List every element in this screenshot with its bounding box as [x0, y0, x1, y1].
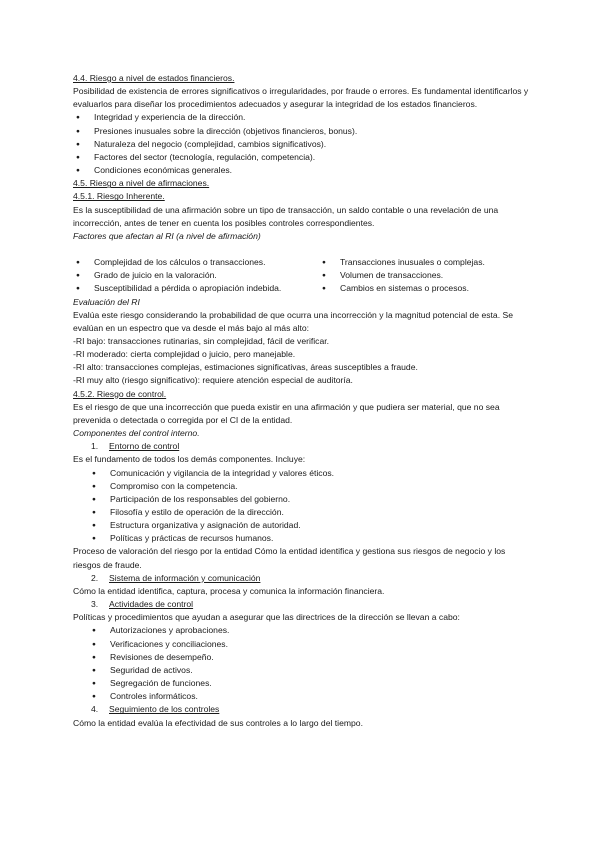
component-title: Sistema de información y comunicación	[109, 572, 261, 583]
component-number: 1.	[91, 441, 99, 452]
evaluation-heading: Evaluación del RI	[73, 296, 140, 307]
list-item: ● Complejidad de los cálculos o transacciones.	[73, 256, 319, 269]
section-4-5-2-description: Es el riesgo de que una incorrección que pueda existir en una afirmación y que pudiera ser material, que no sea prevenida o detectada o corregida por el CI de la entidad.	[73, 401, 500, 425]
section-4-5-1-heading: 4.5.1. Riesgo Inherente.	[73, 191, 165, 202]
evaluation-line: -RI muy alto (riesgo significativo): requiere atención especial de auditoría.	[73, 375, 353, 386]
component-title: Seguimiento de los controles	[109, 704, 220, 715]
list-item: ● Filosofía y estilo de operación de la dirección.	[73, 506, 531, 519]
list-item: ● Autorizaciones y aprobaciones.	[73, 624, 531, 637]
list-item: ● Transacciones inusuales o complejas.	[319, 256, 531, 269]
section-4-4-description: Posibilidad de existencia de errores significativos o irregularidades, por fraude o errores. Es fundamental identificarlos y evaluarlos para diseñar los procedimientos adecuados y asegurar la integridad de los estados financieros.	[73, 86, 529, 110]
list-item: ● Cambios en sistemas o procesos.	[319, 282, 531, 295]
component-number: 4.	[91, 704, 99, 715]
component-1-heading	[73, 440, 531, 453]
section-4-4-heading: 4.4. Riesgo a nivel de estados financieros.	[73, 73, 235, 83]
list-item: ● Seguridad de activos.	[73, 664, 531, 677]
evaluation-description: Evalúa este riesgo considerando la probabilidad de que ocurra una incorrección y la magnitud potencial de esta. Se evalúan en un espectro que va desde el más bajo al más alto:	[73, 309, 513, 333]
section-4-5-2-heading: 4.5.2. Riesgo de control.	[73, 388, 167, 399]
list-item: ● Segregación de funciones.	[73, 677, 531, 690]
section-4-4-bullet-list	[73, 111, 531, 177]
list-item: ● Controles informáticos.	[73, 690, 531, 703]
components-heading: Componentes del control interno.	[73, 428, 200, 439]
factors-two-column-list	[73, 256, 531, 295]
list-item: ● Naturaleza del negocio (complejidad, cambios significativos).	[73, 138, 531, 151]
component-4-description: Cómo la entidad evalúa la efectividad de sus controles a lo largo del tiempo.	[73, 717, 363, 728]
section-4-5-1-description: Es la susceptibilidad de una afirmación sobre un tipo de transacción, un saldo contable o una revelación de una incorrección, antes de tener en cuenta los posibles controles correspondientes.	[73, 204, 499, 228]
list-item: ● Estructura organizativa y asignación de autoridad.	[73, 519, 531, 532]
list-item: ● Factores del sector (tecnología, regulación, competencia).	[73, 151, 531, 164]
factors-right-column	[319, 256, 531, 295]
list-item: ● Revisiones de desempeño.	[73, 651, 531, 664]
component-1-description: Es el fundamento de todos los demás componentes. Incluye:	[73, 454, 306, 465]
component-3-heading	[73, 598, 531, 611]
component-title: Entorno de control	[109, 441, 180, 452]
list-item: ● Políticas y prácticas de recursos humanos.	[73, 532, 531, 545]
component-3-description: Políticas y procedimientos que ayudan a asegurar que las directrices de la dirección se llevan a cabo:	[73, 612, 460, 623]
evaluation-line: -RI alto: transacciones complejas, estimaciones significativas, áreas susceptibles a fraude.	[73, 362, 418, 373]
component-1-bullet-list	[73, 467, 531, 546]
factors-heading: Factores que afectan al RI (a nivel de afirmación)	[73, 230, 261, 241]
list-item: ● Verificaciones y conciliaciones.	[73, 638, 531, 651]
component-2-heading	[73, 572, 531, 585]
risk-assessment-description: Proceso de valoración del riesgo por la entidad Cómo la entidad identifica y gestiona sus riesgos de negocio y los riesgos de fraude.	[73, 546, 506, 570]
list-item: ● Participación de los responsables del gobierno.	[73, 493, 531, 506]
list-item: ● Compromiso con la competencia.	[73, 480, 531, 493]
list-item: ● Condiciones económicas generales.	[73, 164, 531, 177]
evaluation-line: -RI bajo: transacciones rutinarias, sin complejidad, fácil de verificar.	[73, 335, 330, 346]
list-item: ● Integridad y experiencia de la dirección.	[73, 111, 531, 124]
component-4-heading	[73, 703, 531, 716]
list-item: ● Volumen de transacciones.	[319, 269, 531, 282]
component-number: 3.	[91, 599, 99, 610]
list-item: ● Presiones inusuales sobre la dirección (objetivos financieros, bonus).	[73, 125, 531, 138]
section-4-5-heading: 4.5. Riesgo a nivel de afirmaciones.	[73, 178, 210, 189]
list-item: ● Comunicación y vigilancia de la integridad y valores éticos.	[73, 467, 531, 480]
factors-left-column	[73, 256, 319, 295]
list-item: ● Grado de juicio en la valoración.	[73, 269, 319, 282]
component-3-bullet-list	[73, 624, 531, 703]
component-title: Actividades de control	[109, 599, 194, 610]
document-body	[73, 72, 531, 730]
component-2-description: Cómo la entidad identifica, captura, procesa y comunica la información financiera.	[73, 585, 385, 596]
component-number: 2.	[91, 572, 99, 583]
evaluation-line: -RI moderado: cierta complejidad o juicio, pero manejable.	[73, 349, 296, 360]
list-item: ● Susceptibilidad a pérdida o apropiación indebida.	[73, 282, 319, 295]
